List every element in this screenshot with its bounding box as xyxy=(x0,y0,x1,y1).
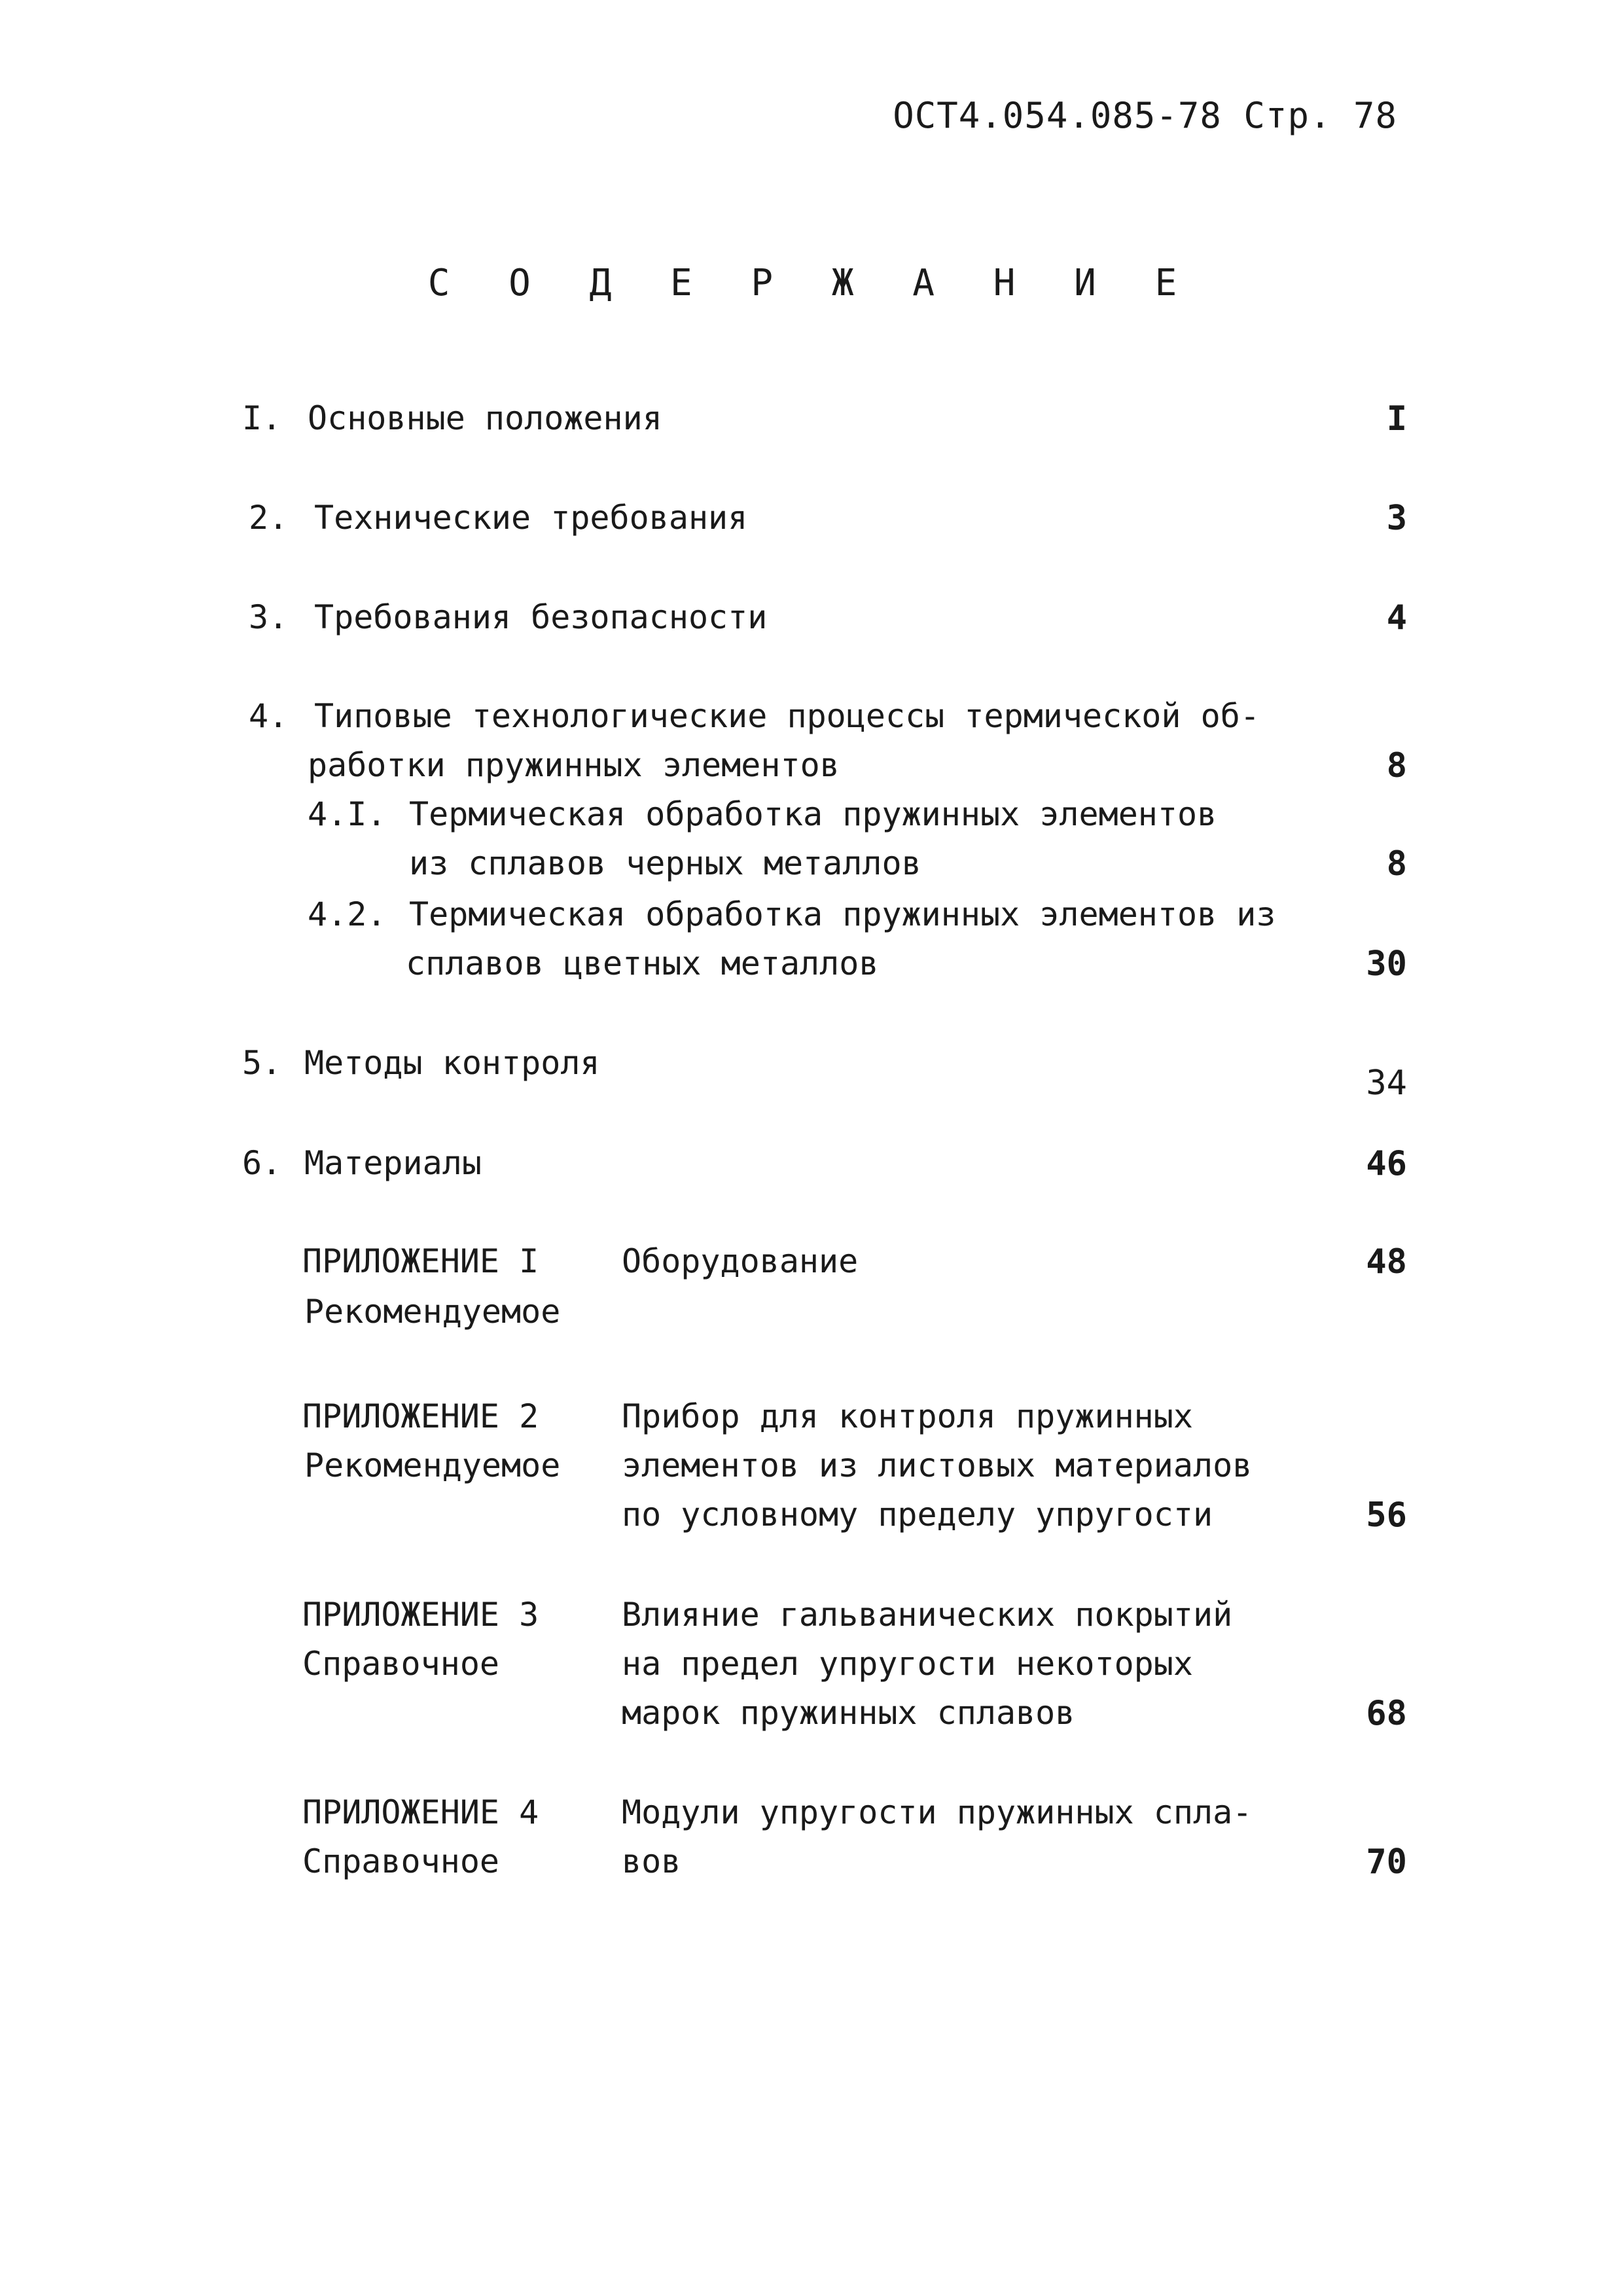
appendix-2-page: 56 xyxy=(1366,1496,1407,1535)
appendix-1-label: ПРИЛОЖЕНИЕ I xyxy=(302,1242,539,1280)
appendix-4-desc-line-2: вов xyxy=(622,1842,681,1880)
section-2-page: 3 xyxy=(1386,499,1407,538)
section-1-number: I. xyxy=(242,399,282,437)
section-4-number: 4. xyxy=(249,697,289,735)
subsection-4-2-number: 4.2. xyxy=(308,895,387,933)
subsection-4-2-page: 30 xyxy=(1366,944,1407,984)
section-2-number: 2. xyxy=(249,499,289,537)
subsection-4-1-title-line-2: из сплавов черных металлов xyxy=(409,844,921,882)
document-code-header: ОСТ4.054.085-78 Стр. 78 xyxy=(893,95,1397,136)
section-1-title: Основные положения xyxy=(308,399,662,437)
section-3-number: 3. xyxy=(249,598,289,636)
appendix-2-desc-line-2: элементов из листовых материалов xyxy=(622,1446,1253,1484)
appendix-3-page: 68 xyxy=(1366,1694,1407,1733)
subsection-4-1-number: 4.I. xyxy=(308,795,387,833)
appendix-3-desc-line-2: на предел упругости некоторых xyxy=(622,1645,1193,1683)
page-title: С О Д Е Р Ж А Н И Е xyxy=(427,262,1196,304)
section-5-number: 5. xyxy=(242,1044,282,1082)
appendix-2-label: ПРИЛОЖЕНИЕ 2 xyxy=(302,1397,539,1435)
subsection-4-2-title-line-1: Термическая обработка пружинных элементов из xyxy=(409,895,1276,933)
section-5-page: 34 xyxy=(1366,1064,1407,1103)
section-2-title: Технические требования xyxy=(314,499,748,537)
section-6-page: 46 xyxy=(1366,1144,1407,1183)
subsection-4-2-title-line-2: сплавов цветных металлов xyxy=(406,944,879,982)
subsection-4-1-title-line-1: Термическая обработка пружинных элементов xyxy=(409,795,1217,833)
appendix-3-kind: Справочное xyxy=(302,1645,500,1683)
appendix-4-label: ПРИЛОЖЕНИЕ 4 xyxy=(302,1793,539,1831)
appendix-4-desc-line-1: Модули упругости пружинных спла- xyxy=(622,1793,1253,1831)
appendix-1-desc-line-1: Оборудование xyxy=(622,1242,859,1280)
section-3-page: 4 xyxy=(1386,598,1407,637)
section-6-number: 6. xyxy=(242,1144,282,1182)
section-4-page: 8 xyxy=(1386,746,1407,785)
subsection-4-1-page: 8 xyxy=(1386,844,1407,884)
section-6-title: Материалы xyxy=(304,1144,482,1182)
section-4-title-line-1: Типовые технологические процессы термической об- xyxy=(314,697,1260,735)
appendix-3-desc-line-3: марок пружинных сплавов xyxy=(622,1694,1075,1732)
section-4-title-line-2: работки пружинных элементов xyxy=(308,746,840,784)
appendix-3-desc-line-1: Влияние гальванических покрытий xyxy=(622,1596,1233,1634)
appendix-2-desc-line-1: Прибор для контроля пружинных xyxy=(622,1397,1193,1435)
appendix-1-page: 48 xyxy=(1366,1242,1407,1282)
section-1-page: I xyxy=(1386,399,1407,439)
appendix-3-label: ПРИЛОЖЕНИЕ 3 xyxy=(302,1596,539,1634)
appendix-4-page: 70 xyxy=(1366,1842,1407,1882)
section-5-title: Методы контроля xyxy=(304,1044,600,1082)
appendix-2-kind: Рекомендуемое xyxy=(304,1446,561,1484)
appendix-4-kind: Справочное xyxy=(302,1842,500,1880)
section-3-title: Требования безопасности xyxy=(314,598,768,636)
appendix-1-kind: Рекомендуемое xyxy=(304,1293,561,1331)
appendix-2-desc-line-3: по условному пределу упругости xyxy=(622,1496,1213,1534)
